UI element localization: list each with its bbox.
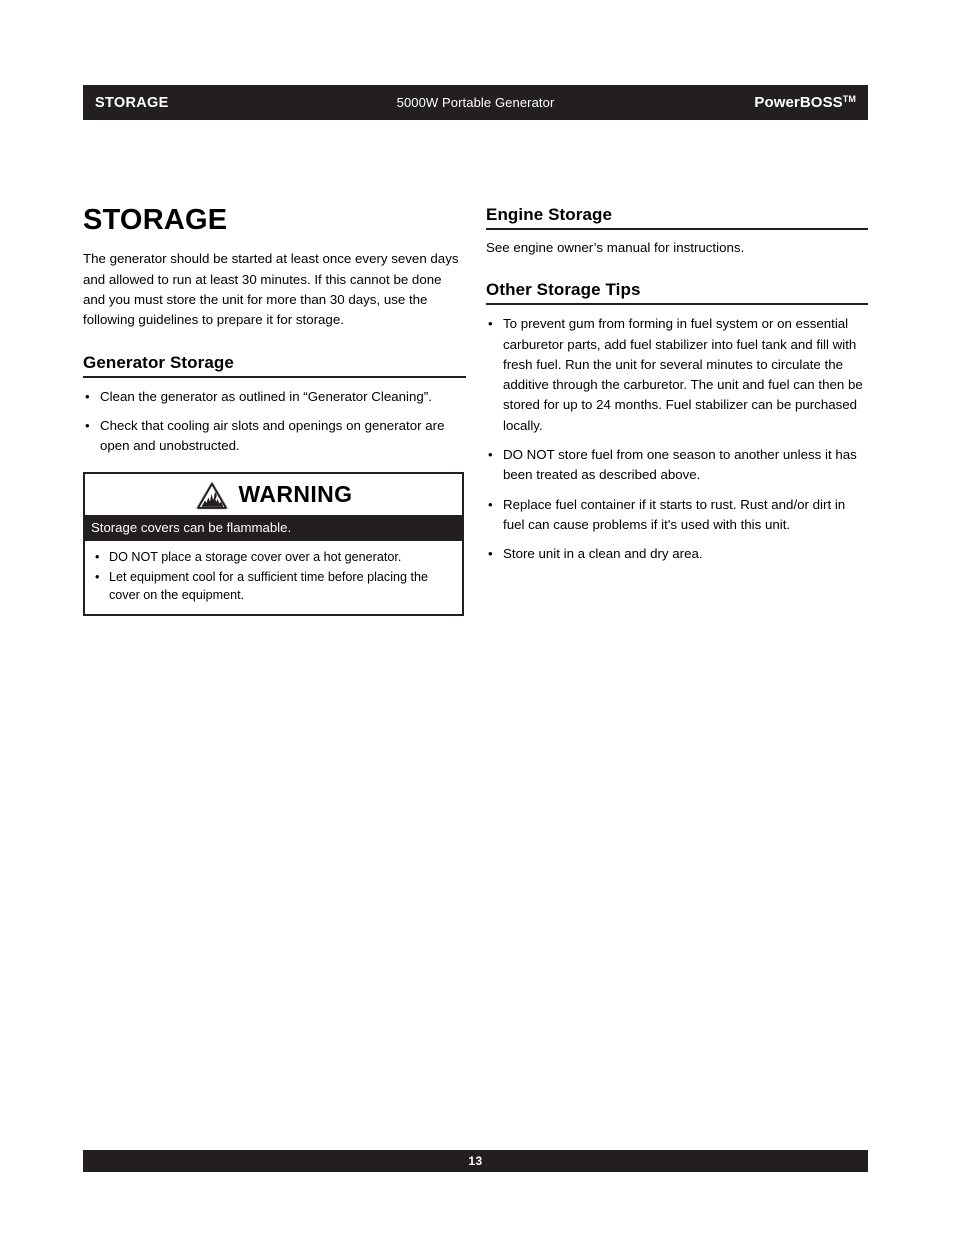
list-item-text: DO NOT place a storage cover over a hot generator.	[109, 550, 402, 565]
warning-header	[85, 474, 462, 515]
list-item-text: Check that cooling air slots and openings on generator are open and unobstructed.	[100, 417, 445, 454]
generator-storage-bullet-list	[83, 387, 466, 457]
list-item	[83, 416, 466, 457]
page-footer-bar	[83, 1150, 868, 1172]
list-item-text: Replace fuel container if it starts to rust. Rust and/or dirt in fuel can cause problems if it's used with this unit.	[503, 496, 846, 532]
engine-storage-body: See engine owner’s manual for instructions.	[486, 240, 745, 255]
heading-engine-storage: Engine Storage	[486, 205, 868, 230]
heading-generator-storage: Generator Storage	[83, 353, 466, 378]
header-product-label: 5000W Portable Generator	[396, 95, 555, 110]
bullet-dot-icon: •	[488, 447, 493, 463]
bullet-dot-icon: •	[85, 417, 90, 433]
header-section-label: STORAGE	[95, 94, 169, 111]
list-item	[486, 495, 868, 536]
bullet-dot-icon: •	[488, 496, 493, 512]
warning-title: WARNING	[238, 481, 353, 507]
list-item	[486, 314, 868, 436]
bullet-dot-icon: •	[95, 569, 100, 584]
page-header-bar	[83, 85, 868, 120]
list-item-text: Store unit in a clean and dry area.	[503, 546, 703, 562]
warning-box	[83, 472, 464, 616]
bullet-dot-icon: •	[95, 550, 100, 565]
page-number: 13	[468, 1154, 483, 1168]
list-item-text: DO NOT store fuel from one season to another unless it has been treated as described above.	[503, 447, 857, 483]
bullet-dot-icon: •	[488, 546, 493, 562]
trademark-symbol: TM	[842, 94, 856, 105]
spacer	[83, 331, 466, 353]
list-item	[486, 544, 868, 564]
warning-bullet-list	[93, 548, 454, 605]
page-title: STORAGE	[83, 204, 228, 236]
bullet-dot-icon: •	[85, 388, 90, 404]
header-brand-label	[754, 94, 856, 111]
spacer	[486, 258, 868, 280]
list-item-text: Clean the generator as outlined in “Generator Cleaning”.	[100, 388, 432, 404]
list-item	[93, 568, 454, 605]
list-item	[93, 548, 454, 567]
list-item-text: To prevent gum from forming in fuel system or on essential carburetor parts, add fuel stabilizer into fuel tank and fill with fresh fuel. Run the unit for several minutes to circulate the additive through the carburetor. The unit and fuel can then be stored for up to 24 months. Fuel stabilizer can be purchased locally.	[503, 316, 863, 433]
warning-hazard-statement: Storage covers can be flammable.	[85, 515, 462, 541]
heading-other-storage-tips: Other Storage Tips	[486, 280, 868, 305]
list-item-text: Let equipment cool for a sufficient time before placing the cover on the equipment.	[109, 569, 429, 603]
left-column	[83, 205, 466, 457]
flammable-warning-triangle-icon	[195, 480, 229, 510]
intro-paragraph: The generator should be started at least once every seven days and allowed to run at least 30 minutes. If this cannot be done and you must store the unit for more than 30 days, use the following guidelines to prepare it for storage.	[83, 251, 459, 328]
bullet-dot-icon: •	[488, 316, 493, 332]
list-item	[486, 445, 868, 486]
list-item	[83, 387, 466, 407]
brand-name: PowerBOSS	[754, 94, 843, 111]
other-storage-tips-bullet-list	[486, 314, 868, 564]
warning-body	[85, 541, 462, 614]
right-column	[486, 205, 868, 565]
